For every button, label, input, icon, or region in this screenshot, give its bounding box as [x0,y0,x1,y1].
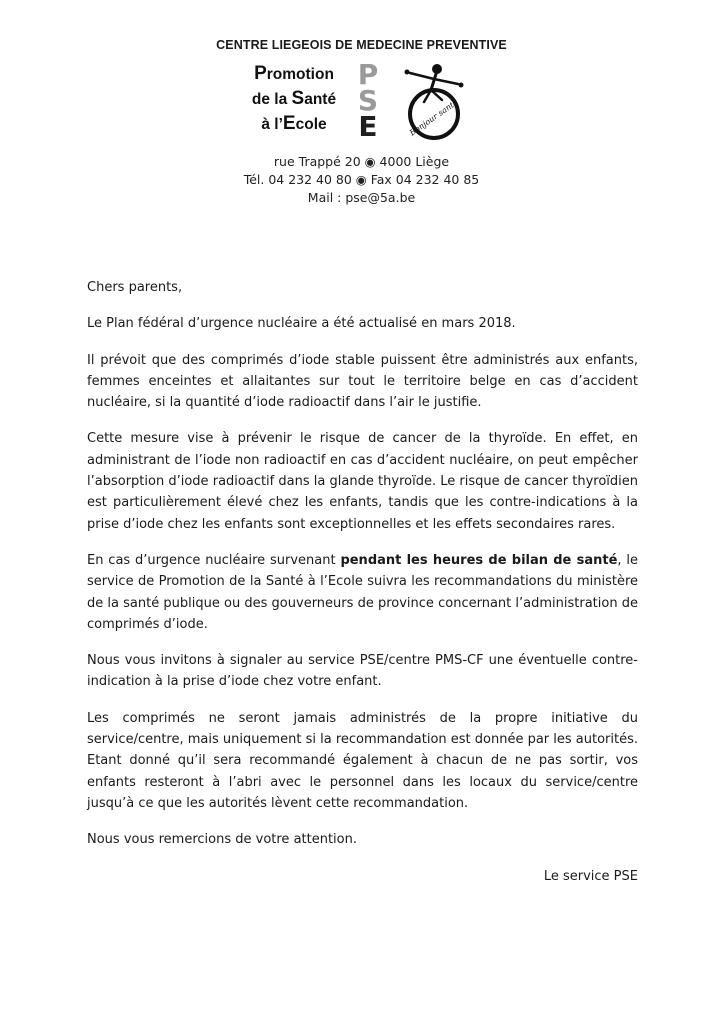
mail-line: Mail : pse@5a.be [307,190,416,205]
program-line-3: à l’Ecole [261,113,327,134]
paragraph-emergency-procedure: En cas d’urgence nucléaire survenant pendant les heures de bilan de santé, le service de Promotion de la Santé à l’Ecole suivra les recommandations du ministère de la santé publique ou des gouverneurs de province concernant l’administration de comprimés d’iode. [87,552,639,632]
paragraph-plan-update: Le Plan fédéral d’urgence nucléaire a été actualisé en mars 2018. [87,316,516,332]
pse-letter-p: P [357,58,379,91]
logo-text: Bonjour santé [407,97,460,138]
program-name [246,62,342,137]
signature: Le service PSE [543,868,638,884]
emphasis-health-check-hours: pendant les heures de bilan de santé [340,552,618,568]
pse-letter-s: S [357,84,379,117]
paragraph-authority-recommendation: Les comprimés ne seront jamais administrés de la propre initiative du service/centre, mais uniquement si la recommandation est donnée par les autorités. Etant donné qu’il sera recommandé également à chacun de ne pas sortir, vos enfants resteront à l’abri avec le personnel dans les locaux du service/centre jusqu’à ce que les autorités lèvent cette recommandation. [87,710,639,811]
closing: Nous vous remercions de votre attention. [87,832,357,848]
organization-name: CENTRE LIEGEOIS DE MEDECINE PREVENTIVE [216,38,507,52]
letter-body [87,277,638,902]
paragraph-contraindication: Nous vous invitons à signaler au service PSE/centre PMS-CF une éventuelle contre-indication à la prise d’iode chez votre enfant. [87,653,638,690]
paragraph-thyroid-risk: Cette mesure vise à prévenir le risque de cancer de la thyroïde. En effet, en administrant de l’iode non radioactif en cas d’accident nucléaire, on peut empêcher l’absorption d’iode radioactif dans la glande thyroïde. Le risque de cancer thyroïdien est particulièrement élevé chez les enfants, tandis que les contre-indications à la prise d’iode chez les enfants sont exceptionnelles et les effets secondaires rares. [87,431,638,532]
address-line: rue Trappé 20 ◉ 4000 Liège [273,154,450,169]
contact-block [0,153,723,207]
letterhead [0,0,723,220]
pse-letter-e: E [358,110,378,143]
program-line-1: Promotion [254,63,334,84]
bonjour-sante-logo-icon [398,60,470,148]
pse-logo-letters [345,58,391,143]
phone-fax-line: Tél. 04 232 40 80 ◉ Fax 04 232 40 85 [243,172,480,187]
program-line-2: de la Santé [251,88,337,109]
salutation: Chers parents, [87,280,183,295]
paragraph-iodine-provision: Il prévoit que des comprimés d’iode stable puissent être administrés aux enfants, femmes enceintes et allaitantes sur tout le territoire belge en cas d’accident nucléaire, si la quantité d’iode radioactif dans l’air le justifie. [87,352,638,411]
